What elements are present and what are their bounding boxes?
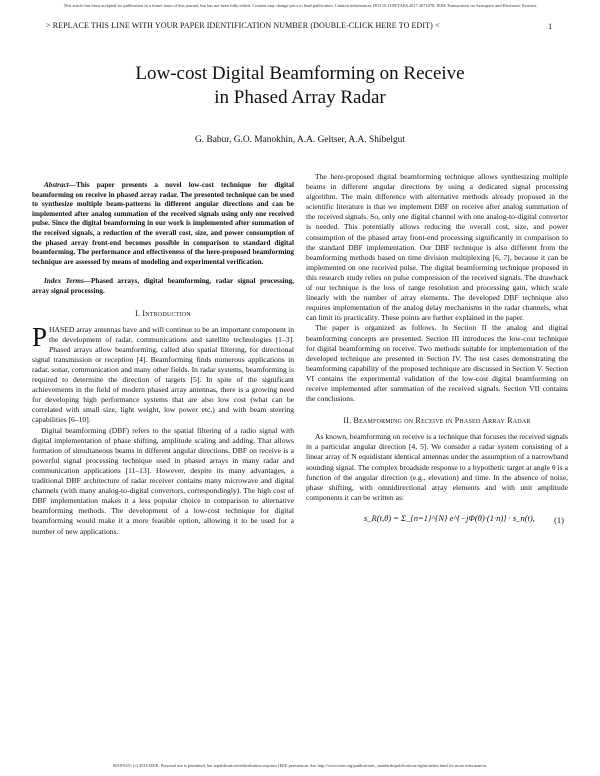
section-heading-beamforming: II. Beamforming on Receive in Phased Array Radar (343, 416, 531, 426)
section2-paragraph-1: As known, beamforming on receive is a technique that focuses the received signals in a particular angular direction [4, 5]. We consider a radar system consisting of a linear array of N equidistant identical antennas under the assumption of a narrowband sounding signal. The complex broadside response to a hypothetic target at angle θ is a function of the angular direction (e.g., elevation) and time. In the absence of noise, phase shifting, with omnidirectional array elements and with unit amplitude components it can be written as: (306, 432, 568, 502)
index-terms-label: Index Terms (44, 277, 84, 286)
left-column (32, 181, 294, 537)
intro-p1-text: HASED array antennas have and will continue to be an important component in the development of radar, communications and satellite technologies [1–3]. Phased arrays allow beamforming, called also spatial filtering, for directional signal transmission or reception [4]. Beamforming finds numerous applications in radar, sonar, communication and many other fields. In radar systems, beamforming is required to determine the direction of targets [5]. In spite of the significant achievements in the field of modern phased array antennas, there is a growing need for developing high performance systems that are also low cost (what can be correlated with small size, light weight, low power etc.) and with beam steering capabilities [6–10]. (32, 324, 294, 425)
intro-paragraph-2: Digital beamforming (DBF) refers to the spatial filtering of a radio signal with digital implementation of phase shifting, amplitude scaling and adding. That allows formation of simultaneous beams in different angular directions. DBF on receive is a powerful signal processing technique used in phased arrays in many radar and communication applications [11–13]. However, despite its many advantages, a traditional DBF architecture of radar receiver contains many microwave and digital channels (with many analog-to-digital convertors, correspondingly). The high cost of DBF implementation makes it a less popular choice in comparison to alternative beamforming methods. The development of a low-cost technique for digital beamforming would make it a more feasible option, allowing it to be used for a number of new applications. (32, 425, 294, 536)
equation-1 (306, 507, 568, 533)
equation-number: (1) (554, 514, 564, 525)
index-terms-text: —Phased arrays, digital beamforming, radar signal processing, array signal processing. (32, 277, 294, 295)
abstract-label: Abstract (44, 181, 69, 189)
title-line-2: in Phased Array Radar (214, 87, 386, 108)
intro-paragraph-3: The here-proposed digital beamforming technique allows synthesizing multiple beams in different angular directions by using a dedicated signal processing algorithm. The main difference with alternative methods already proposed in the scientific literature is that we implement DBF on receive after analog summation of the received signals. So, only one digital channel with one analog-to-digital convertor is needed. This potentially allows reducing the overall cost, size, and power consumption of the phased array front-end processing significantly in comparison to the standard DBF implementation. Our DBF technique is also different from the beamforming methods based on time division multiplexing [6, 7], because it can be implemented on one received pulse. The digital beamforming technique proposed in this research study relies on pulse compression of the received signals. The drawback of our technique is the loss of range resolution and processing gain, which scale linearly with the number of array elements. The developed DBF technique also requires implementation of the analog delay mechanisms in the radar channels, what can limit its practicality. These points are further explained in the paper. (306, 172, 568, 323)
running-header: > REPLACE THIS LINE WITH YOUR PAPER IDENTIFICATION NUMBER (DOUBLE-CLICK HERE TO EDIT) < (46, 21, 440, 30)
intro-paragraph-1 (32, 321, 294, 426)
page-number: 1 (548, 21, 553, 31)
copyright-footer: 0018-9251 (c) 2016 IEEE. Personal use is permitted, but republication/redistribution requires IEEE permission. See http://www.ieee.org/publications_standards/publications/rights/index.html for more information. (113, 763, 487, 768)
abstract-text: —This paper presents a novel low-cost technique for digital beamforming on receive in phased array radar. The presented technique can be used to synthesize multiple beam-patterns in different angular directions and can be implemented after analog summation of the received signals using only one received pulse. Since the digital beamforming in our work is implemented after summation of the received signals, a reduction of the overall cost, size, and power consumption of the phased array front-end becomes possible in comparison to standard digital beamforming. The performance and effectiveness of the here-proposed beamforming technique are assessed by means of modeling and experimental verification. (32, 181, 294, 266)
publication-notice: This article has been accepted for publication in a future issue of this journal, but has not been fully edited. Content may change prior to final publication. Citation information: DOI 10.1109/TAES.2017.2671078, IEEE Transactions on Aerospace and Electronic Systems (63, 3, 537, 8)
paper-title (0, 62, 600, 110)
equation-expression: s_R(t,θ) = Σ_{n=1}^{N} e^{−jΦ(θ)·(1·n)} · s_n(t), (364, 512, 535, 523)
index-terms (32, 277, 294, 296)
section-heading-introduction: I. Introduction (135, 308, 191, 318)
right-column (306, 172, 568, 533)
authors: G. Babur, G.O. Manokhin, A.A. Geltser, A.A. Shibelgut (195, 135, 405, 145)
title-line-1: Low-cost Digital Beamforming on Receive (135, 63, 465, 84)
intro-paragraph-4: The paper is organized as follows. In Section II the analog and digital beamforming concepts are presented. Section III introduces the low-cost technique for digital beamforming on receive. Two methods suitable for implementation of the developed technique are presented in Section IV. The test cases demonstrating the beamforming capability of the proposed technique are discussed in Section V. Section VI contains the experimental validation of the low-cost digital beamforming on receive implemented after summation of the received signals. Section VII contains the conclusions. (306, 323, 568, 404)
abstract (32, 181, 294, 297)
drop-cap: P (32, 321, 48, 352)
